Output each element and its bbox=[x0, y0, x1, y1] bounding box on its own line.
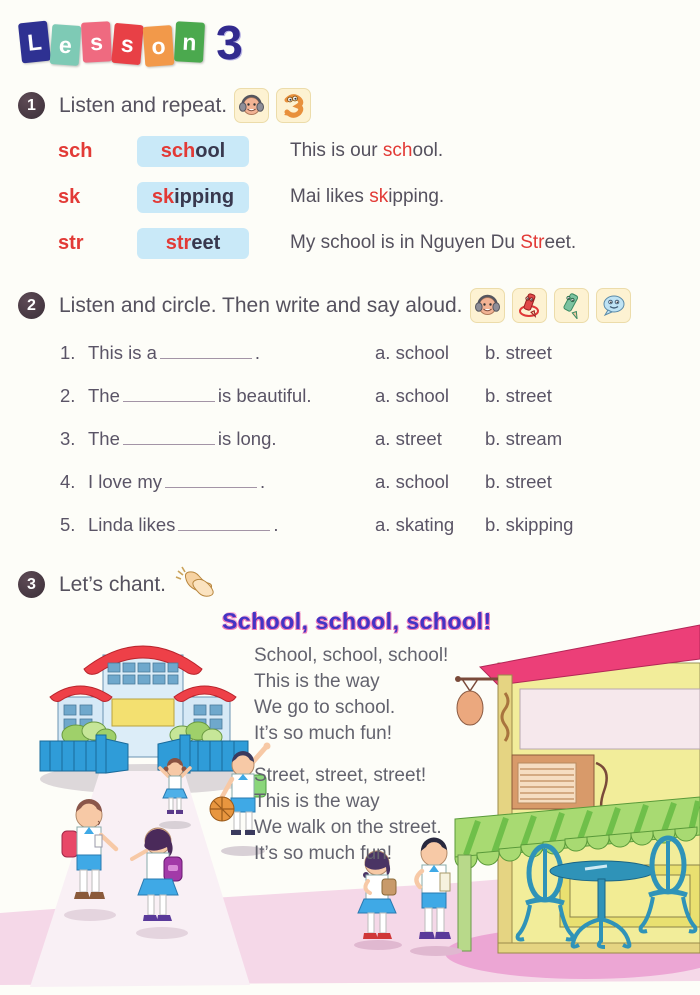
pronunciation-row bbox=[0, 182, 700, 214]
chant-line: We walk on the street. bbox=[254, 817, 442, 838]
repeat-icon bbox=[276, 88, 311, 123]
word-head: str bbox=[165, 232, 192, 254]
section-number-badge: 2 bbox=[18, 292, 45, 319]
item-pre: This is a bbox=[88, 342, 157, 363]
item-post: . bbox=[273, 514, 279, 535]
pronunciation-row bbox=[0, 228, 700, 260]
item-text bbox=[88, 514, 279, 536]
chant-line: Street, street, street! bbox=[254, 765, 427, 786]
pronunciation-row bbox=[0, 136, 700, 168]
chant-title: School, school, school! bbox=[222, 608, 492, 634]
word-tail: eet bbox=[191, 232, 221, 254]
chant-line: It’s so much fun! bbox=[254, 723, 392, 744]
item-number: 2. bbox=[60, 385, 76, 406]
option-b[interactable]: b. street bbox=[485, 385, 552, 406]
sentence-post: eet. bbox=[544, 232, 577, 253]
sound-label: sch bbox=[58, 140, 93, 162]
item-number: 5. bbox=[60, 514, 76, 535]
school-sign bbox=[112, 699, 174, 726]
item-text bbox=[88, 342, 260, 364]
word-tail: ipping bbox=[174, 186, 235, 208]
item-number: 3. bbox=[60, 428, 76, 449]
item-post: . bbox=[260, 471, 266, 492]
item-text bbox=[88, 471, 265, 493]
answer-blank[interactable] bbox=[165, 472, 257, 488]
section-number-badge: 1 bbox=[18, 92, 45, 119]
exercise-item bbox=[0, 471, 700, 497]
option-b[interactable]: b. street bbox=[485, 342, 552, 363]
sentence-post: ipping. bbox=[388, 186, 445, 207]
chant-line: It’s so much fun! bbox=[254, 843, 392, 864]
option-b[interactable]: b. street bbox=[485, 471, 552, 492]
answer-blank[interactable] bbox=[123, 386, 215, 402]
word-head: sk bbox=[151, 186, 175, 208]
chant-line: We go to school. bbox=[254, 697, 396, 718]
chant-verse-1 bbox=[254, 643, 492, 747]
sound-label: sk bbox=[58, 186, 81, 208]
letter-tile: L bbox=[18, 21, 51, 64]
item-pre: The bbox=[88, 428, 120, 449]
letter-tile: e bbox=[50, 24, 82, 66]
answer-blank[interactable] bbox=[178, 515, 270, 531]
exercise-item bbox=[0, 342, 700, 368]
clap-icon bbox=[174, 565, 214, 604]
item-number: 4. bbox=[60, 471, 76, 492]
item-pre: I love my bbox=[88, 471, 163, 492]
section-3-heading bbox=[18, 565, 214, 604]
example-sentence bbox=[290, 186, 444, 208]
lesson-number: 3 bbox=[215, 16, 244, 71]
letter-tile: o bbox=[143, 25, 175, 67]
item-pre: Linda likes bbox=[88, 514, 176, 535]
option-a[interactable]: a. school bbox=[375, 471, 450, 492]
lesson-header bbox=[20, 16, 244, 71]
answer-blank[interactable] bbox=[123, 429, 215, 445]
option-b[interactable]: b. skipping bbox=[485, 514, 574, 535]
example-sentence bbox=[290, 232, 576, 254]
word-highlight bbox=[137, 182, 249, 213]
chant-line: School, school, school! bbox=[254, 645, 449, 666]
answer-blank[interactable] bbox=[160, 343, 252, 359]
example-sentence bbox=[290, 140, 443, 162]
sentence-red: Str bbox=[520, 232, 545, 253]
write-icon bbox=[554, 288, 589, 323]
item-post: is beautiful. bbox=[217, 385, 312, 406]
item-pre: The bbox=[88, 385, 120, 406]
word-highlight bbox=[137, 136, 249, 167]
word-tail: ool bbox=[195, 140, 226, 162]
option-a[interactable]: a. school bbox=[375, 385, 450, 406]
chant-verse-2 bbox=[254, 763, 492, 867]
letter-tile: n bbox=[174, 21, 205, 62]
sentence-red: sk bbox=[369, 186, 389, 207]
say-icon bbox=[596, 288, 631, 323]
sentence-pre: Mai likes bbox=[290, 186, 370, 207]
chant-block bbox=[222, 608, 492, 867]
circle-icon bbox=[512, 288, 547, 323]
listen-icon bbox=[470, 288, 505, 323]
sentence-red: sch bbox=[382, 140, 413, 161]
item-text bbox=[88, 385, 311, 407]
item-post: is long. bbox=[217, 428, 277, 449]
section-title: Listen and repeat. bbox=[59, 93, 228, 117]
sentence-pre: My school is in Nguyen Du bbox=[290, 232, 521, 253]
section-2-heading bbox=[18, 288, 631, 323]
awning-post bbox=[458, 855, 471, 951]
option-a[interactable]: a. school bbox=[375, 342, 450, 363]
option-b[interactable]: b. stream bbox=[485, 428, 563, 449]
sentence-post: ool. bbox=[412, 140, 444, 161]
option-a[interactable]: a. street bbox=[375, 428, 442, 449]
section-1-heading bbox=[18, 88, 311, 123]
sound-label: str bbox=[58, 232, 84, 254]
chant-line: This is the way bbox=[254, 791, 380, 812]
section-number-badge: 3 bbox=[18, 571, 45, 598]
school-building bbox=[40, 646, 248, 773]
item-post: . bbox=[254, 342, 261, 363]
letter-tile: s bbox=[81, 21, 112, 62]
option-a[interactable]: a. skating bbox=[375, 514, 455, 535]
section-title: Listen and circle. Then write and say aloud. bbox=[59, 293, 463, 317]
chant-line: This is the way bbox=[254, 671, 380, 692]
exercise-item bbox=[0, 428, 700, 454]
sentence-pre: This is our bbox=[290, 140, 383, 161]
exercise-item bbox=[0, 385, 700, 411]
word-highlight bbox=[137, 228, 249, 259]
shop-signboard bbox=[520, 689, 700, 749]
listen-icon bbox=[234, 88, 269, 123]
word-head: sch bbox=[160, 140, 196, 162]
exercise-item bbox=[0, 514, 700, 540]
letter-tile: s bbox=[111, 23, 143, 65]
section-title: Let’s chant. bbox=[59, 572, 167, 596]
item-text bbox=[88, 428, 277, 450]
item-number: 1. bbox=[60, 342, 76, 363]
